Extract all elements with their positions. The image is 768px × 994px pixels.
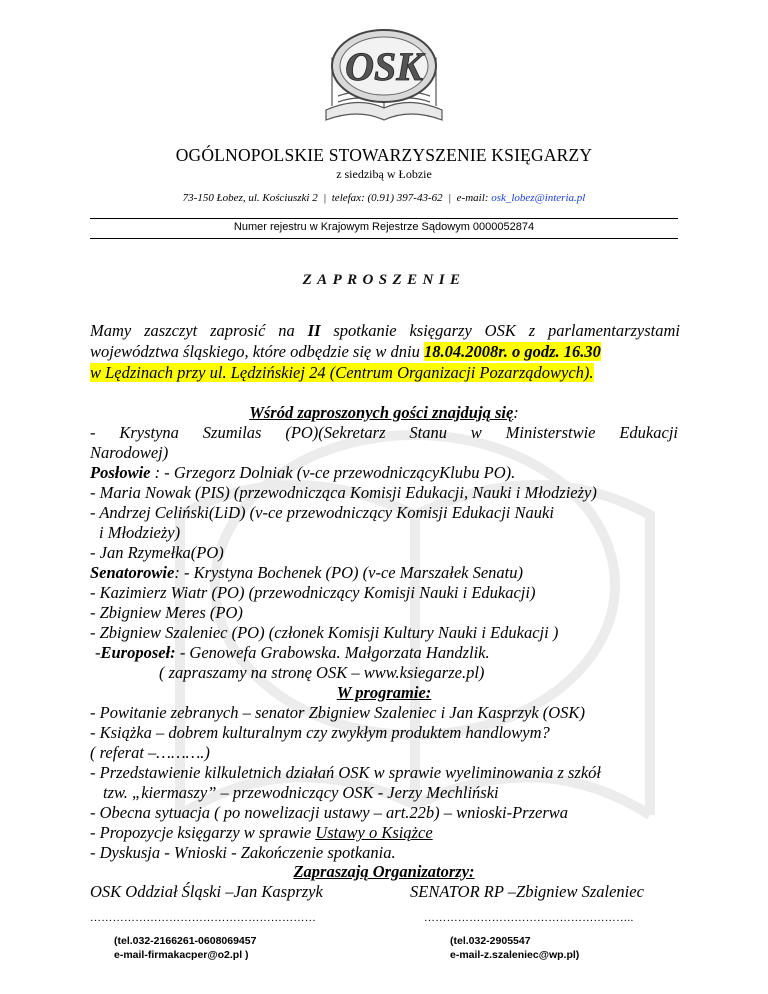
intro-paragraph <box>90 320 680 383</box>
guests-heading <box>0 403 768 423</box>
meeting-date: 18.04.2008r. o godz. 16.30 <box>423 342 601 361</box>
program-item-5 <box>90 823 433 843</box>
program-item-3: - Przedstawienie kilkuletnich działań OSK w sprawie wyeliminowania z szkół <box>90 763 602 782</box>
organizer-left-name: OSK Oddział Śląski –Jan Kasprzyk <box>90 882 323 901</box>
guests-heading-text: Wśród zaproszonych gości znajdują się <box>249 403 514 422</box>
program-item-2-cont: ( referat –……….) <box>90 743 210 762</box>
signature-line-left: …………………………………………………… <box>90 912 316 924</box>
organization-seat: z siedzibą w Łobzie <box>336 167 432 181</box>
guest-szumilas: - Krystyna Szumilas (PO)(Sekretarz Stanu w Ministerstwie Edukacji <box>90 423 678 442</box>
europosel-line <box>95 643 490 663</box>
organizer-right-name: SENATOR RP –Zbigniew Szaleniec <box>410 882 644 901</box>
senatorowie-line <box>90 563 523 583</box>
guest-szumilas-cont: Narodowej) <box>90 443 169 462</box>
organizers-heading-text: Zapraszają Organizatorzy: <box>293 862 475 881</box>
guest-szaleniec: - Zbigniew Szaleniec (PO) (członek Komisji Kultury Nauki i Edukacji ) <box>90 623 559 642</box>
program-heading <box>0 683 768 703</box>
poslowie-line <box>90 463 515 483</box>
meeting-location: w Lędzinach przy ul. Lędzińskiej 24 (Centrum Organizacji Pozarządowych). <box>90 363 594 382</box>
organization-name: OGÓLNOPOLSKIE STOWARZYSZENIE KSIĘGARZY <box>175 145 593 165</box>
email-label: e-mail: <box>456 192 489 204</box>
organizer-left-phone: (tel.032-2166261-0608069457 <box>114 935 257 947</box>
program-item-5-law: Ustawy o Książce <box>315 823 433 842</box>
signature-line-right: ……………………………………………….. <box>424 912 634 924</box>
program-item-6: - Dyskusja - Wnioski - Zakończenie spotkania. <box>90 843 396 862</box>
registry-number: Numer rejestru w Krajowym Rejestrze Sądowym 0000052874 <box>233 221 535 233</box>
organizer-right-contact <box>450 934 579 962</box>
meeting-number: II <box>307 321 321 340</box>
separator: | <box>448 192 452 204</box>
guest-wiatr: - Kazimierz Wiatr (PO) (przewodniczący Komisji Nauki i Edukacji) <box>90 583 536 602</box>
osk-logo <box>318 18 450 136</box>
guest-celinski-cont: i Młodzieży) <box>99 523 181 542</box>
guest-nowak: - Maria Nowak (PIS) (przewodnicząca Komisji Edukacji, Nauki i Młodzieży) <box>90 483 597 502</box>
guest-meres: - Zbigniew Meres (PO) <box>90 603 243 622</box>
program-item-1: - Powitanie zebranych – senator Zbigniew Szaleniec i Jan Kasprzyk (OSK) <box>90 703 585 722</box>
intro-text: spotkanie księgarzy OSK z parlamentarzystami województwa śląskiego, które odbędzie się w dniu <box>90 321 680 361</box>
divider-top <box>90 218 678 219</box>
organizer-right-email: e-mail-z.szaleniec@wp.pl) <box>450 949 580 961</box>
program-item-3-cont: tzw. „kiermaszy” – przewodniczący OSK - Jerzy Mechliński <box>103 783 499 802</box>
europosel-rest: - Genowefa Grabowska. Małgorzata Handzlik. <box>175 643 490 662</box>
logo-text: OSK <box>345 44 423 89</box>
guests-heading-colon: : <box>513 403 519 422</box>
senatorowie-label: Senatorowie <box>90 563 175 582</box>
divider-bottom <box>90 238 678 239</box>
europosel-label: Europoseł: <box>100 643 176 662</box>
email-link[interactable]: osk_lobez@interia.pl <box>491 192 586 204</box>
program-item-5-text: - Propozycje księgarzy w sprawie <box>90 823 316 842</box>
contact-line <box>0 192 768 204</box>
phone: telefax: (0.91) 397-43-62 <box>331 192 443 204</box>
organizer-right-phone: (tel.032-2905547 <box>450 935 531 947</box>
poslowie-label: Posłowie <box>90 463 151 482</box>
website-invite: ( zapraszamy na stronę OSK – www.ksiegarze.pl) <box>159 663 485 682</box>
organizer-left-email: e-mail-firmakacper@o2.pl ) <box>114 949 249 961</box>
poslowie-rest: : - Grzegorz Dolniak (v-ce przewodniczącyKlubu PO). <box>150 463 516 482</box>
program-item-2: - Książka – dobrem kulturalnym czy zwykłym produktem handlowym? <box>90 723 550 742</box>
address: 73-150 Łobez, ul. Kościuszki 2 <box>182 192 318 204</box>
program-item-4: - Obecna sytuacja ( po nowelizacji ustawy – art.22b) – wnioski-Przerwa <box>90 803 568 822</box>
guest-celinski: - Andrzej Celiński(LiD) (v-ce przewodniczący Komisji Edukacji Nauki <box>90 503 554 522</box>
document-title: ZAPROSZENIE <box>302 272 466 288</box>
guest-rzymelka: - Jan Rzymełka(PO) <box>90 543 224 562</box>
program-heading-text: W programie: <box>336 683 432 702</box>
senatorowie-rest: : - Krystyna Bochenek (PO) (v-ce Marszałek Senatu) <box>174 563 524 582</box>
separator: | <box>323 192 327 204</box>
intro-text: Mamy zaszczyt zaprosić na <box>90 321 308 340</box>
organizers-heading <box>0 862 768 882</box>
europosel-prefix: - <box>95 643 101 662</box>
organizer-left-contact <box>114 934 256 962</box>
